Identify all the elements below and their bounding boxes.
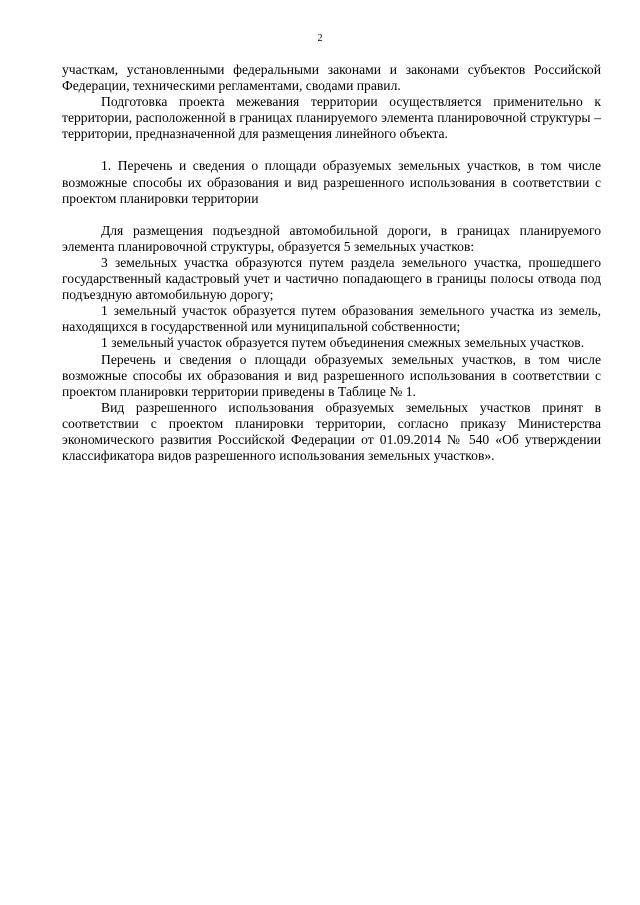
spacer [62, 142, 601, 158]
page-number: 2 [317, 33, 323, 44]
paragraph-road-placement: Для размещения подъездной автомобильной дороги, в границах планируемого элемента планировочной структуры, образуется 5 земельных участков: [62, 222, 601, 254]
document-body [62, 62, 601, 464]
paragraph-permitted-use: Вид разрешенного использования образуемых земельных участков принят в соответствии с проектом планировки территории, согласно приказу Министерства экономического развития Российской Федерации от 01.09.2014 № 540 «Об утверждении классификатора видов разрешенного использования земельных участков». [62, 399, 601, 464]
paragraph-one-plot-state-land: 1 земельный участок образуется путем образования земельного участка из земель, находящихся в государственной или муниципальной собственности; [62, 303, 601, 335]
spacer [62, 207, 601, 223]
paragraph-one-plot-merge: 1 земельный участок образуется путем объединения смежных земельных участков. [101, 335, 585, 351]
paragraph-preparation: Подготовка проекта межевания территории осуществляется применительно к территории, расположенной в границах планируемого элемента планировочной структуры – территории, предназначенной для размещения линейного объекта. [62, 94, 601, 142]
paragraph-continuation: участкам, установленными федеральными законами и законами субъектов Российской Федерации, техническими регламентами, сводами правил. [62, 62, 601, 94]
paragraph-three-plots: 3 земельных участка образуются путем раздела земельного участка, прошедшего государственный кадастровый учет и частично попадающего в границы полосы отвода под подъездную автомобильную дорогу; [62, 254, 601, 303]
section-heading-1: 1. Перечень и сведения о площади образуемых земельных участков, в том числе возможные способы их образования и вид разрешенного использования в соответствии с проектом планировки территории [62, 158, 601, 206]
paragraph-table-reference: Перечень и сведения о площади образуемых земельных участков, в том числе возможные способы их образования и вид разрешенного использования в соответствии с проектом планировки территории приведены в Таблице № 1. [62, 351, 601, 399]
